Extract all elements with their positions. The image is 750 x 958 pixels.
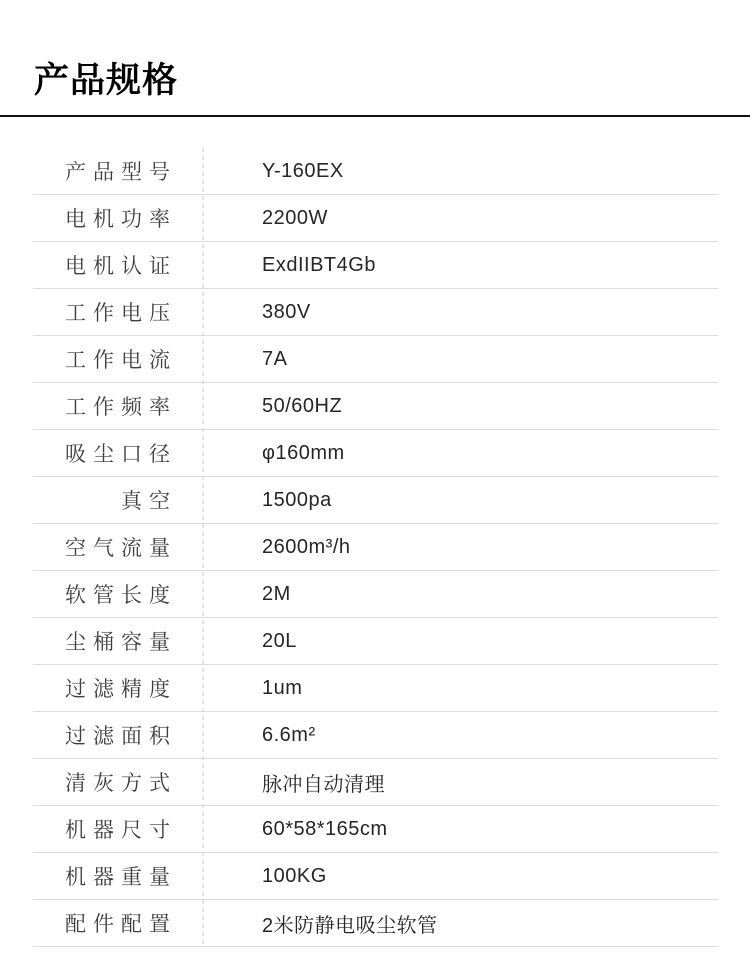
spec-value: φ160mm (262, 441, 345, 464)
spec-label: 尘桶容量 (65, 631, 177, 654)
spec-label: 配件配置 (65, 913, 177, 936)
spec-value: ExdIIBT4Gb (262, 253, 376, 276)
spec-label: 空气流量 (65, 537, 177, 560)
spec-label: 工作频率 (65, 396, 177, 419)
spec-table (33, 148, 718, 947)
spec-value: 50/60HZ (262, 394, 343, 417)
spec-row (33, 853, 718, 900)
spec-row (33, 336, 718, 383)
spec-label: 机器重量 (65, 866, 177, 889)
spec-value: 1um (262, 676, 303, 699)
spec-label: 清灰方式 (65, 772, 177, 795)
spec-value: 6.6m² (262, 723, 316, 746)
spec-label: 过滤面积 (65, 725, 177, 748)
header-rule (0, 115, 750, 117)
spec-row (33, 289, 718, 336)
spec-row (33, 618, 718, 665)
spec-value: 100KG (262, 864, 327, 887)
spec-row (33, 712, 718, 759)
spec-label: 真空 (121, 490, 177, 513)
spec-value: 1500pa (262, 488, 332, 511)
spec-row (33, 430, 718, 477)
spec-value: 20L (262, 629, 297, 652)
spec-row (33, 242, 718, 289)
page-title: 产品规格 (34, 61, 179, 101)
spec-label: 工作电压 (65, 302, 177, 325)
spec-value: 2600m³/h (262, 535, 351, 558)
spec-row (33, 571, 718, 618)
spec-row (33, 195, 718, 242)
spec-row (33, 759, 718, 806)
spec-row (33, 900, 718, 947)
spec-value: 2M (262, 582, 291, 605)
spec-row (33, 524, 718, 571)
spec-label: 产品型号 (65, 161, 177, 184)
spec-label: 工作电流 (65, 349, 177, 372)
spec-label: 机器尺寸 (65, 819, 177, 842)
spec-value: 2米防静电吸尘软管 (262, 914, 438, 937)
spec-row (33, 148, 718, 195)
spec-row (33, 383, 718, 430)
spec-value: 60*58*165cm (262, 817, 388, 840)
spec-label: 电机功率 (65, 208, 177, 231)
spec-row (33, 806, 718, 853)
spec-value: Y-160EX (262, 159, 344, 182)
spec-value: 脉冲自动清理 (262, 773, 385, 796)
spec-row (33, 665, 718, 712)
spec-label: 软管长度 (65, 584, 177, 607)
spec-row (33, 477, 718, 524)
spec-value: 380V (262, 300, 311, 323)
spec-value: 2200W (262, 206, 328, 229)
spec-label: 电机认证 (65, 255, 177, 278)
spec-value: 7A (262, 347, 288, 370)
spec-label: 过滤精度 (65, 678, 177, 701)
spec-label: 吸尘口径 (65, 443, 177, 466)
